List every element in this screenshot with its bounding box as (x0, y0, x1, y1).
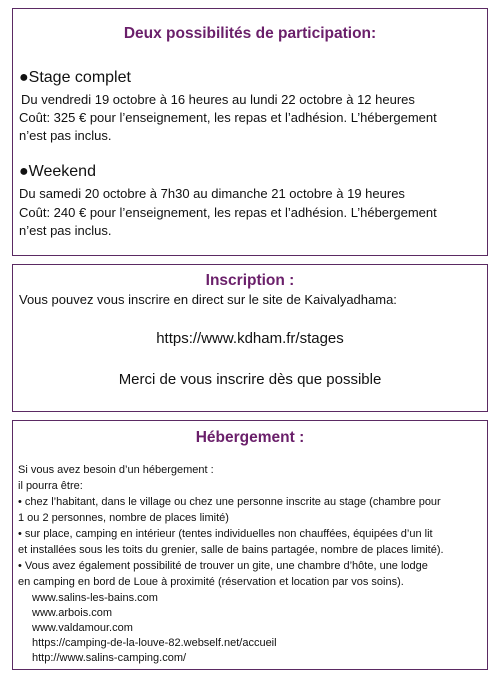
participation-box (12, 8, 488, 256)
participation-title: Deux possibilités de participation: (123, 25, 377, 42)
weekend-dates: Du samedi 20 octobre à 7h30 au dimanche 21 octobre à 19 heures (19, 186, 405, 201)
hebergement-line: en camping en bord de Loue à proximité (réservation et location par vos soins). (18, 576, 404, 588)
inscription-note: Merci de vous inscrire dès que possible (118, 371, 382, 388)
link-camping-de-la-louve[interactable]: https://camping-de-la-louve-82.webself.net/accueil (32, 637, 277, 649)
link-salins-camping[interactable]: http://www.salins-camping.com/ (32, 652, 187, 664)
hebergement-title: Hébergement : (195, 429, 305, 446)
inscription-url-link[interactable]: https://www.kdham.fr/stages (156, 330, 344, 347)
hebergement-line: • Vous avez également possibilité de trouver un gite, une chambre d’hôte, une lodge (18, 560, 428, 572)
hebergement-line: • chez l’habitant, dans le village ou chez une personne inscrite au stage (chambre pour (18, 496, 441, 508)
inscription-box (12, 264, 488, 412)
link-arbois[interactable]: www.arbois.com (32, 607, 113, 619)
weekend-cost-cont: n’est pas inclus. (19, 223, 112, 238)
inscription-title: Inscription : (205, 272, 295, 289)
hebergement-line: • sur place, camping en intérieur (tentes individuelles non chauffées, équipées d’un lit (18, 528, 433, 540)
inscription-intro: Vous pouvez vous inscrire en direct sur le site de Kaivalyadhama: (19, 292, 397, 307)
stage-complet-title: ●Stage complet (19, 69, 131, 86)
stage-complet-dates: Du vendredi 19 octobre à 16 heures au lundi 22 octobre à 12 heures (21, 92, 415, 107)
hebergement-line: il pourra être: (18, 480, 83, 492)
link-salins-les-bains[interactable]: www.salins-les-bains.com (32, 592, 158, 604)
stage-complet-cost-cont: n’est pas inclus. (19, 128, 112, 143)
weekend-cost: Coût: 240 € pour l’enseignement, les repas et l’adhésion. L’hébergement (19, 205, 437, 220)
hebergement-line: Si vous avez besoin d’un hébergement : (18, 464, 214, 476)
weekend-title: ●Weekend (19, 163, 96, 180)
hebergement-box (12, 420, 488, 670)
stage-complet-cost: Coût: 325 € pour l’enseignement, les repas et l’adhésion. L’hébergement (19, 110, 437, 125)
hebergement-line: 1 ou 2 personnes, nombre de places limité) (18, 512, 229, 524)
link-valdamour[interactable]: www.valdamour.com (32, 622, 133, 634)
hebergement-line: et installées sous les toits du grenier, salle de bains partagée, nombre de places limité). (18, 544, 444, 556)
